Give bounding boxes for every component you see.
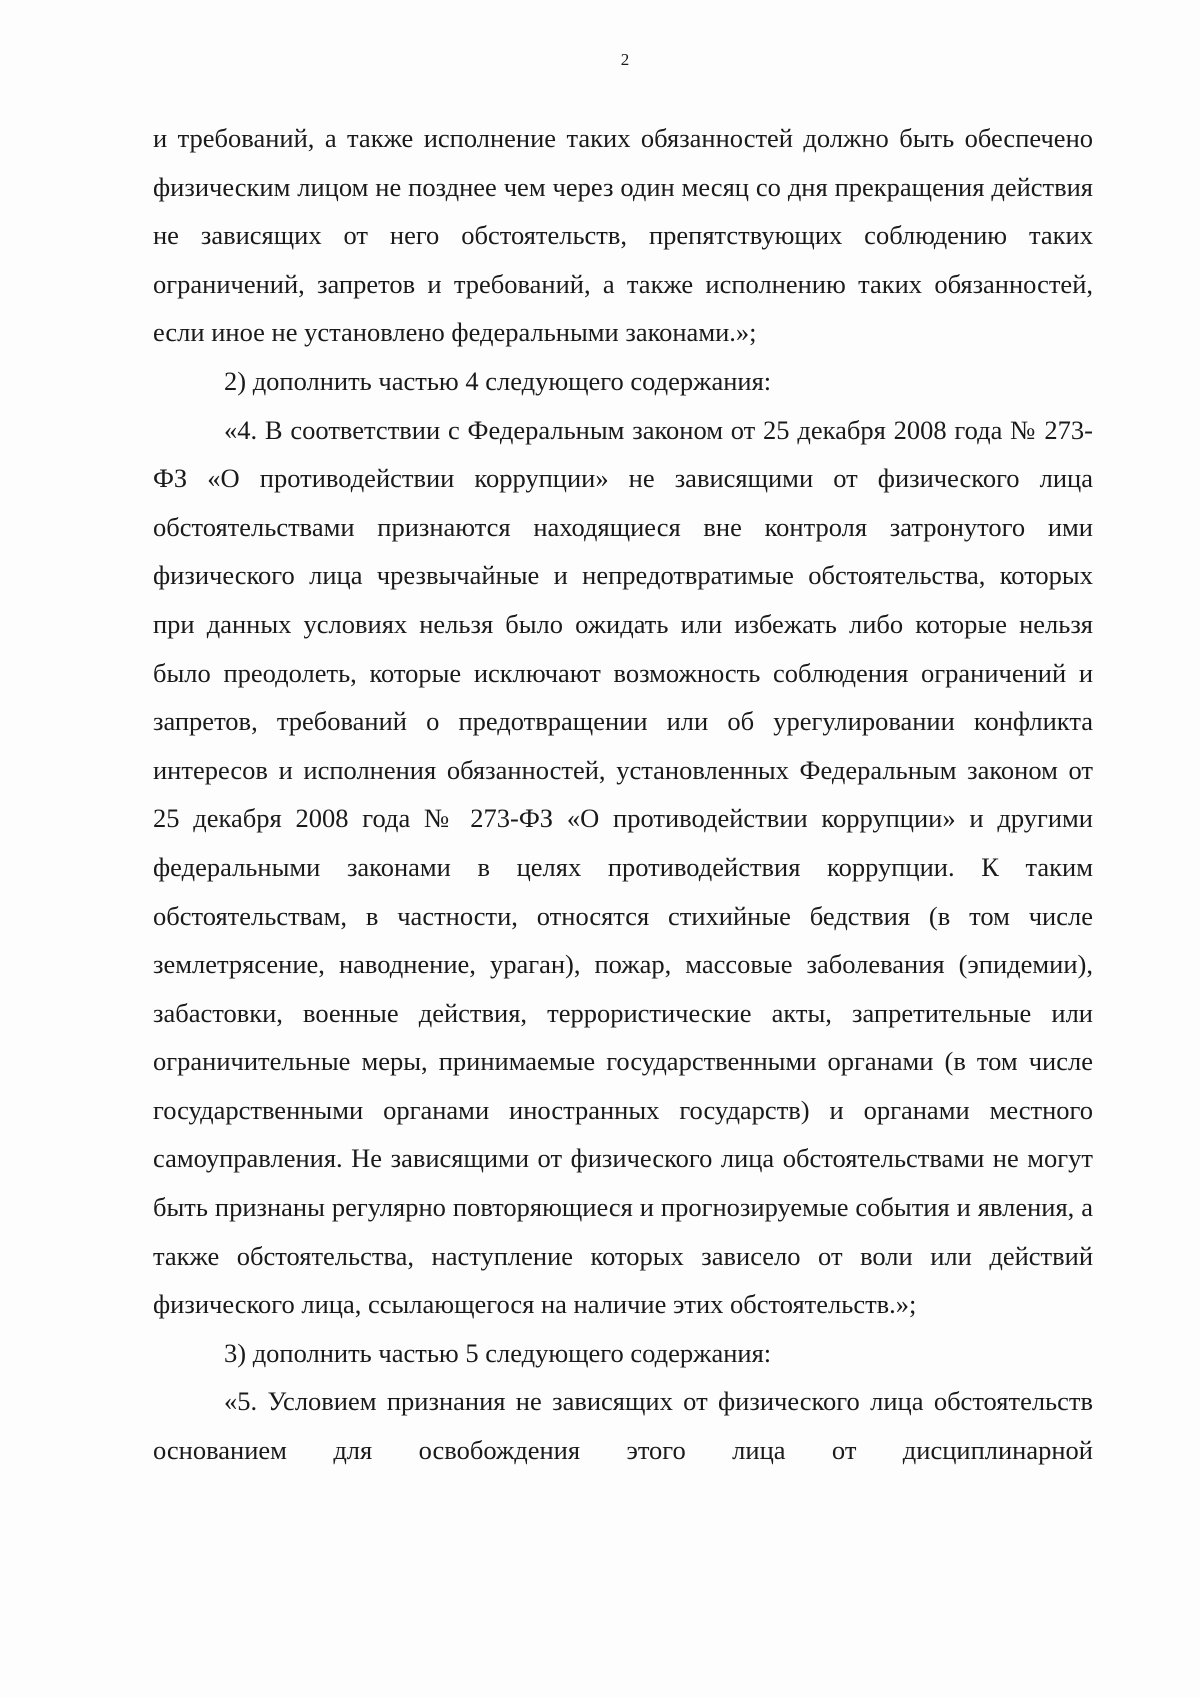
paragraph-part-4: «4. В соответствии с Федеральным законом от 25 декабря 2008 года № 273-ФЗ «О противодействии коррупции» не зависящими от физического лица обстоятельствами признаются находящиеся вне контроля затронутого ими физического лица чрезвычайные и непредотвратимые обстоятельства, которых при данных условиях нельзя было ожидать или избежать либо которые нельзя было преодолеть, которые исключают возможность соблюдения ограничений и запретов, требований о предотвращении или об урегулировании конфликта интересов и исполнения обязанностей, установленных Федеральным законом от 25 декабря 2008 года № 273-ФЗ «О противодействии коррупции» и другими федеральными законами в целях противодействия коррупции. К таким обстоятельствам, в частности, относятся стихийные бедствия (в том числе землетрясение, наводнение, ураган), пожар, массовые заболевания (эпидемии), забастовки, военные действия, террористические акты, запретительные или ограничительные меры, принимаемые государственными органами (в том числе государственными органами иностранных государств) и органами местного самоуправления. Не зависящими от физического лица обстоятельствами не могут быть признаны регулярно повторяющиеся и прогнозируемые события и явления, а также обстоятельства, наступление которых зависело от воли или действий физического лица, ссылающегося на наличие этих обстоятельств.»; [153, 414, 1093, 1320]
paragraph-item-2: 2) дополнить частью 4 следующего содержания: [224, 365, 772, 396]
paragraph-continuation: и требований, а также исполнение таких обязанностей должно быть обеспечено физическим лицом не позднее чем через один месяц со дня прекращения действия не зависящих от него обстоятельств, препятствующих соблюдению таких ограничений, запретов и требований, а также исполнению таких обязанностей, если иное не установлено федеральными законами.»; [153, 123, 1093, 348]
paragraph-part-5: «5. Условием признания не зависящих от физического лица обстоятельств основанием для освобождения этого лица от дисциплинарной [153, 1386, 1093, 1466]
paragraph-item-3: 3) дополнить частью 5 следующего содержания: [224, 1337, 772, 1368]
page-number: 2 [620, 50, 630, 69]
document-body [153, 114, 1093, 1475]
